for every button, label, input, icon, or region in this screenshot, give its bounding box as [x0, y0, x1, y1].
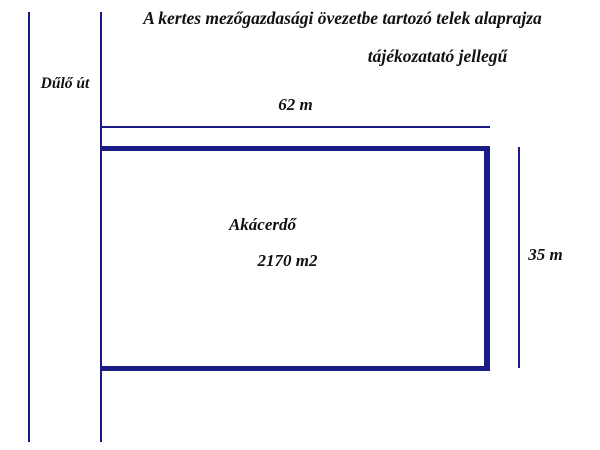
width-dimension-label: 62 m	[278, 95, 313, 114]
width-dimension-line	[101, 126, 490, 128]
plot-label: Akácerdő	[228, 215, 297, 234]
plot-area-label: 2170 m2	[257, 251, 318, 270]
road-label: Dűlő út	[40, 75, 90, 92]
page-subtitle: tájékozatató jellegű	[367, 46, 508, 66]
height-dimension-label: 35 m	[528, 245, 563, 264]
page-title: A kertes mezőgazdasági övezetbe tartozó telek alaprajza	[143, 8, 542, 28]
